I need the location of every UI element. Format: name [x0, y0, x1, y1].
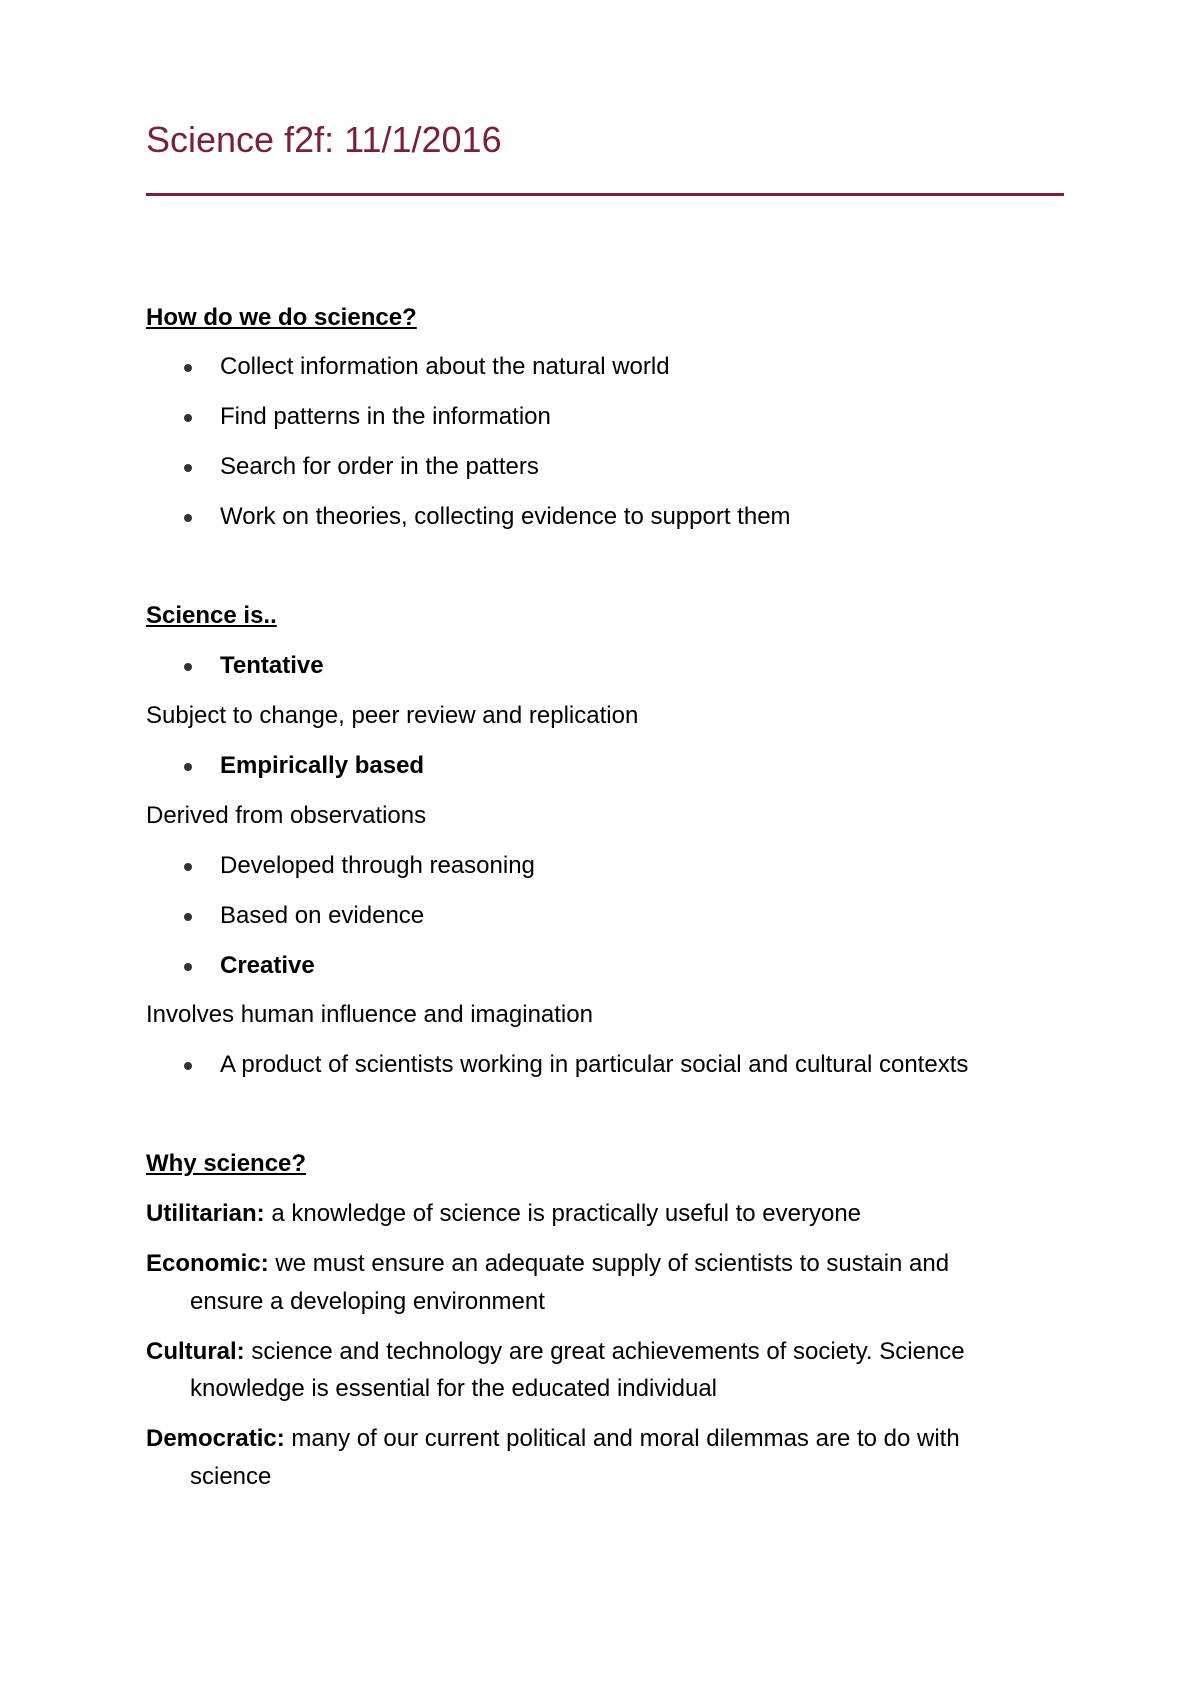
definition-text: many of our current political and moral dilemmas are to do with — [284, 1425, 960, 1452]
paragraph: Derived from observations — [146, 802, 427, 829]
bullet-icon — [184, 963, 192, 971]
bullet-icon — [184, 364, 192, 372]
list-item-text: Search for order in the patters — [220, 453, 539, 480]
definition-term: Democratic: — [146, 1425, 285, 1452]
definition-term: Economic: — [146, 1250, 269, 1277]
definition-term: Cultural: — [146, 1338, 245, 1365]
definition-text: we must ensure an adequate supply of scientists to sustain and — [268, 1250, 950, 1277]
definition-text: science and technology are great achievements of society. Science — [244, 1338, 965, 1365]
section-heading-why: Why science? — [146, 1150, 307, 1177]
list-item-text: A product of scientists working in particular social and cultural contexts — [220, 1051, 969, 1078]
list-item-text: Work on theories, collecting evidence to support them — [220, 503, 791, 530]
list-item-label: Empirically based — [220, 752, 425, 779]
list-item-text: Collect information about the natural world — [220, 353, 670, 380]
list-item-text: Developed through reasoning — [220, 852, 535, 879]
definition-item — [146, 1199, 861, 1229]
list-item-text: Based on evidence — [220, 902, 425, 929]
list-item-text: Find patterns in the information — [220, 403, 551, 430]
page-title: Science f2f: 11/1/2016 — [146, 119, 502, 160]
list-item-label: Tentative — [220, 652, 324, 679]
definition-item — [146, 1249, 949, 1279]
paragraph: Subject to change, peer review and replication — [146, 702, 639, 729]
definition-item — [146, 1337, 965, 1367]
definition-text: a knowledge of science is practically useful to everyone — [264, 1200, 862, 1227]
bullet-icon — [184, 514, 192, 522]
bullet-icon — [184, 1062, 192, 1070]
bullet-icon — [184, 863, 192, 871]
bullet-icon — [184, 913, 192, 921]
list-item-label: Creative — [220, 952, 315, 979]
definition-continuation: science — [190, 1463, 272, 1490]
definition-continuation: knowledge is essential for the educated individual — [190, 1375, 718, 1402]
bullet-icon — [184, 763, 192, 771]
definition-continuation: ensure a developing environment — [190, 1288, 545, 1315]
bullet-icon — [184, 414, 192, 422]
paragraph: Involves human influence and imagination — [146, 1001, 593, 1028]
definition-item — [146, 1424, 960, 1454]
bullet-icon — [184, 464, 192, 472]
definition-term: Utilitarian: — [146, 1200, 265, 1227]
section-heading-how: How do we do science? — [146, 304, 417, 331]
bullet-icon — [184, 663, 192, 671]
section-heading-science-is: Science is.. — [146, 602, 277, 629]
title-underline-rule — [146, 193, 1064, 196]
